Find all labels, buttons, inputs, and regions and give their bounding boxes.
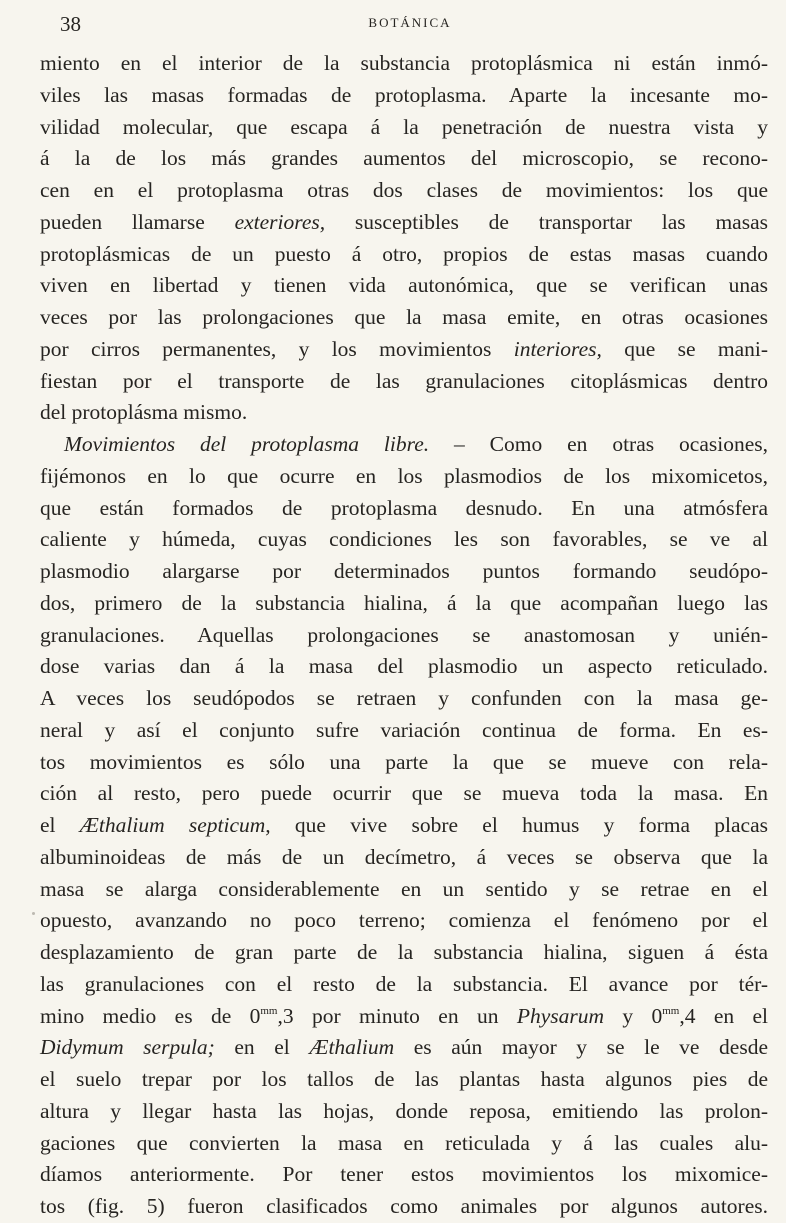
page-number: 38 (60, 12, 81, 36)
italic-term: Æthalium (309, 1035, 395, 1060)
text-line: por cirros permanentes, y los movimientos interiores, que se mani- (40, 336, 768, 361)
text-line: protoplásmicas de un puesto á otro, propios de estas masas cuando (40, 241, 768, 266)
text-line: tos (fig. 5) fueron clasificados como animales por algunos autores. (40, 1194, 768, 1218)
text-line: opuesto, avanzando no poco terreno; comienza el fenómeno por el (40, 908, 768, 933)
text-line: neral y así el conjunto sufre variación continua de forma. En es- (40, 717, 768, 742)
italic-term: Æthalium septicum, (79, 813, 271, 837)
body-text (40, 48, 768, 1223)
text-line: masa se alarga considerablemente en un sentido y se retrae en el (40, 876, 768, 901)
text-line: albuminoideas de más de un decímetro, á veces se observa que la (40, 844, 768, 869)
section-heading: Movimientos del protoplasma libre. (64, 432, 430, 456)
italic-term: Physarum (516, 1003, 604, 1028)
text-line: mino medio es de $0^{mm},3$ por minuto en un Physarum y $0^{mm},4$ en el (40, 1003, 769, 1028)
text-line: A veces los seudópodos se retraen y confunden con la masa ge- (40, 686, 768, 710)
text-line: miento en el interior de la substancia protoplásmica ni están inmó- (40, 51, 768, 75)
running-title: BOTÁNICA (368, 15, 452, 30)
unit-superscript: mm (662, 1004, 680, 1017)
text-line: granulaciones. Aquellas prolongaciones se anastomosan y unién- (40, 622, 768, 647)
text-line: viven en libertad y tienen vida autonómica, que se verifican unas (40, 273, 768, 298)
running-head (60, 12, 760, 38)
text-line: el suelo trepar por los tallos de las plantas hasta algunos pies de (40, 1067, 768, 1091)
text-line: cen en el protoplasma otras dos clases de movimientos: los que (40, 178, 768, 202)
text-line: dos, primero de la substancia hialina, á la que acompañan luego las (40, 590, 768, 615)
text-line: del protoplásma mismo. (40, 400, 248, 425)
text-line: vilidad molecular, que escapa á la penetración de nuestra vista y (40, 114, 768, 139)
text-line: las granulaciones con el resto de la substancia. El avance por tér- (40, 971, 768, 996)
section-heading-line: Movimientos del protoplasma libre. – Como en otras ocasiones, (64, 432, 768, 456)
margin-speck (32, 912, 35, 915)
text-line: Didymum serpula; en el Æthalium es aún mayor y se le ve desde (40, 1035, 768, 1060)
unit-superscript: mm (260, 1004, 278, 1017)
text-line: el Æthalium septicum, que vive sobre el humus y forma placas (40, 813, 768, 837)
text-line: altura y llegar hasta las hojas, donde reposa, emitiendo las prolon- (40, 1098, 768, 1123)
italic-term: exteriores, (234, 209, 326, 234)
text-line: plasmodio alargarse por determinados puntos formando seudópo- (40, 559, 768, 583)
italic-term: Didymum serpula; (40, 1035, 215, 1060)
text-line: á la de los más grandes aumentos del microscopio, se recono- (40, 146, 768, 171)
italic-term: interiores, (513, 336, 602, 361)
text-line: fiestan por el transporte de las granulaciones citoplásmicas dentro (40, 368, 768, 393)
text-line: ción al resto, pero puede ocurrir que se mueva toda la masa. En (40, 781, 768, 806)
text-line: pueden llamarse exteriores, susceptibles de transportar las masas (40, 209, 768, 234)
text-line: que están formados de protoplasma desnudo. En una atmósfera (40, 495, 768, 520)
text-line: tos movimientos es sólo una parte la que se mueve con rela- (40, 749, 768, 774)
text-line: desplazamiento de gran parte de la substancia hialina, siguen á ésta (40, 940, 768, 964)
text-line: fijémonos en lo que ocurre en los plasmodios de los mixomicetos, (40, 463, 768, 488)
text-line: veces por las prolongaciones que la masa emite, en otras ocasiones (40, 305, 768, 329)
text-line: díamos anteriormente. Por tener estos movimientos los mixomice- (40, 1162, 768, 1187)
text-line: gaciones que convierten la masa en reticulada y á las cuales alu- (40, 1130, 768, 1155)
text-line: viles las masas formadas de protoplasma. Aparte la incesante mo- (40, 82, 768, 107)
text-line: dose varias dan á la masa del plasmodio un aspecto reticulado. (40, 654, 768, 679)
text-line: caliente y húmeda, cuyas condiciones les son favorables, se ve al (40, 527, 768, 552)
